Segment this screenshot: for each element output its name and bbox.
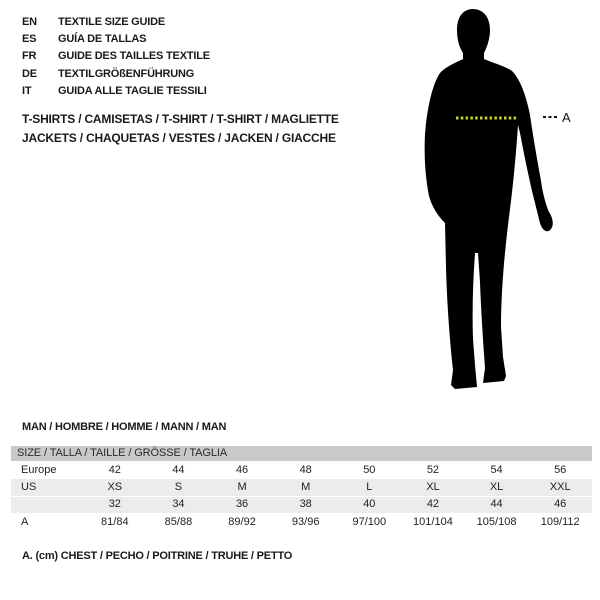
size-value: S — [174, 481, 183, 494]
language-title: TEXTILE SIZE GUIDE — [58, 15, 166, 28]
category-tshirts: T-SHIRTS / CAMISETAS / T-SHIRT / T-SHIRT / MAGLIETTE — [22, 112, 339, 126]
size-value: XS — [107, 481, 123, 494]
size-value: 105/108 — [476, 515, 517, 528]
language-code: FR — [22, 50, 37, 63]
size-value: 52 — [426, 463, 440, 476]
size-value: 42 — [108, 463, 121, 476]
language-title: GUIDE DES TAILLES TEXTILE — [58, 50, 210, 63]
measure-label-a: A — [562, 110, 571, 125]
language-title: TEXTILGRÖßENFÜHRUNG — [58, 67, 195, 80]
size-value: 109/112 — [540, 515, 580, 528]
size-value: L — [366, 481, 373, 494]
size-value: 54 — [490, 463, 503, 476]
language-code: DE — [22, 67, 37, 80]
size-value: 42 — [426, 498, 440, 511]
size-value: 46 — [235, 463, 249, 476]
row-label: Europe — [21, 463, 57, 476]
size-value: XXL — [549, 481, 571, 494]
size-value: 101/104 — [413, 515, 453, 528]
language-title: GUIDA ALLE TAGLIE TESSILI — [58, 84, 207, 97]
size-value: M — [301, 481, 311, 494]
size-value: 44 — [490, 498, 503, 511]
size-value: 85/88 — [164, 515, 193, 528]
language-row-de — [22, 65, 210, 82]
size-value: 32 — [108, 498, 121, 511]
size-table — [11, 446, 592, 531]
size-value: M — [237, 481, 247, 494]
section-title-man: MAN / HOMBRE / HOMME / MANN / MAN — [22, 421, 227, 433]
category-jackets: JACKETS / CHAQUETAS / VESTES / JACKEN / GIACCHE — [22, 130, 336, 145]
table-row-numeric — [11, 496, 592, 513]
language-row-it — [22, 82, 210, 99]
size-value: 56 — [554, 463, 567, 476]
row-label: A — [21, 515, 29, 528]
size-value: 97/100 — [352, 515, 387, 528]
table-row-europe — [11, 461, 592, 478]
garment-categories — [22, 110, 339, 147]
measurement-footnote: A. (cm) CHEST / PECHO / POITRINE / TRUHE / PETTO — [22, 550, 293, 562]
size-value: 40 — [363, 498, 376, 511]
language-code: IT — [22, 84, 32, 97]
row-label: US — [21, 481, 37, 494]
size-value: 50 — [363, 463, 376, 476]
size-value: 93/96 — [291, 515, 320, 528]
language-row-fr — [22, 48, 210, 65]
size-value: 44 — [172, 463, 185, 476]
language-legend — [22, 13, 210, 99]
man-silhouette-graphic — [415, 5, 595, 393]
man-silhouette-figure — [415, 5, 595, 393]
size-value: 81/84 — [101, 515, 129, 528]
language-row-en — [22, 13, 210, 30]
size-value: 48 — [299, 463, 312, 476]
size-value: XL — [489, 481, 504, 494]
size-value: 89/92 — [228, 515, 256, 528]
size-value: 46 — [554, 498, 567, 511]
table-row-chest-a — [11, 513, 592, 530]
language-row-es — [22, 30, 210, 47]
language-code: EN — [22, 15, 37, 28]
size-table-header: SIZE / TALLA / TAILLE / GRÖSSE / TAGLIA — [11, 446, 592, 461]
table-row-us — [11, 478, 592, 495]
size-value: 38 — [299, 498, 312, 511]
man-silhouette — [425, 9, 553, 389]
size-value: 36 — [235, 498, 249, 511]
size-value: 34 — [172, 498, 185, 511]
language-code: ES — [22, 32, 37, 45]
language-title: GUÍA DE TALLAS — [58, 32, 147, 45]
size-value: XL — [426, 481, 440, 494]
